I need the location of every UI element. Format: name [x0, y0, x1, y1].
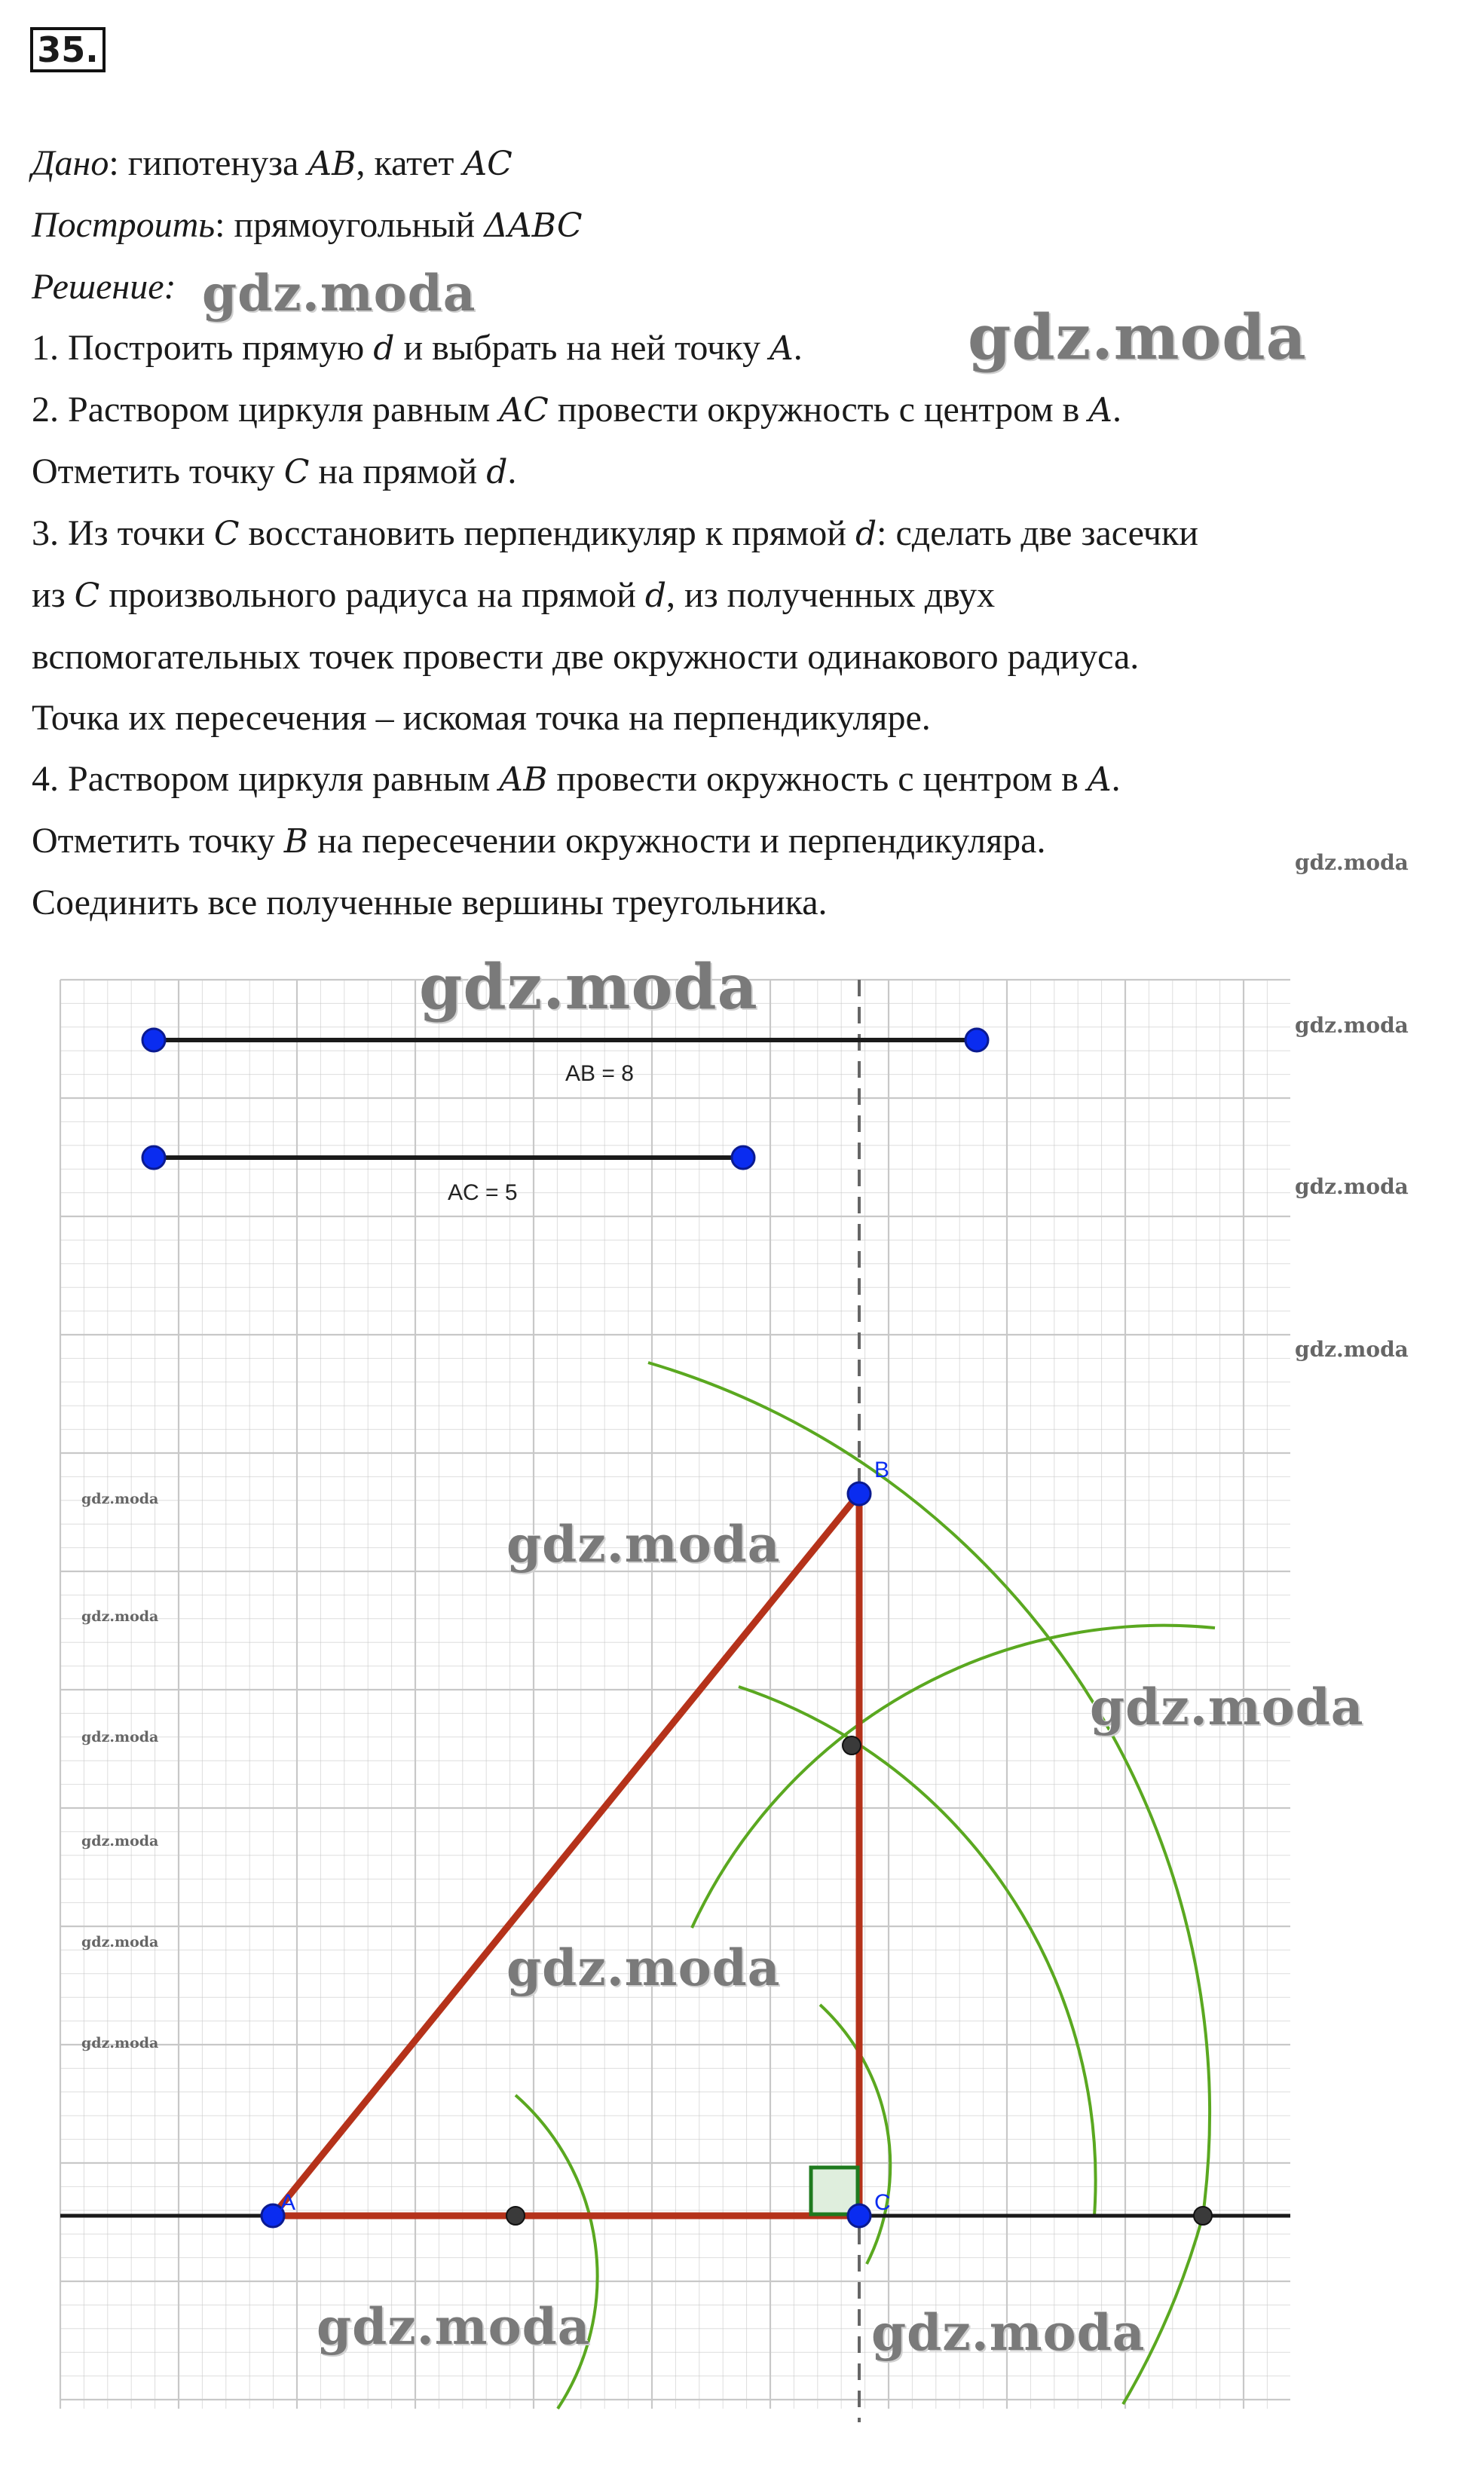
watermark: gdz.moda	[317, 2297, 591, 2356]
watermark: gdz.moda	[968, 301, 1307, 374]
solution-label: Решение	[32, 267, 164, 307]
watermark: gdz.moda	[81, 2035, 159, 2051]
auxiliary-point	[1194, 2207, 1212, 2225]
solution-colon: :	[164, 267, 176, 307]
auxiliary-point	[506, 2207, 525, 2225]
watermark: gdz.moda	[871, 2303, 1146, 2362]
blue-point	[848, 1482, 871, 1505]
construct-text: : прямоугольный	[215, 205, 485, 245]
step-3c: вспомогательных точек провести две окружности одинакового радиуса.	[32, 637, 1140, 677]
segment-ab-label: AB = 8	[565, 1061, 634, 1086]
watermark: gdz.moda	[1090, 1678, 1364, 1736]
watermark: gdz.moda	[202, 264, 476, 323]
point-b-label: B	[874, 1458, 890, 1482]
watermark: gdz.moda	[506, 1515, 781, 1574]
watermark: gdz.moda	[1295, 1174, 1409, 1199]
step-3b: из C произвольного радиуса на прямой d, из полученных двух	[32, 575, 996, 615]
step-3: 3. Из точки C восстановить перпендикуляр к прямой d: сделать две засечки	[32, 513, 1198, 553]
construct-label: Построить	[32, 205, 216, 245]
given-label: Дано	[32, 143, 109, 183]
watermark: gdz.moda	[506, 1938, 781, 1997]
watermark: gdz.moda	[81, 1729, 159, 1745]
watermark: gdz.moda	[81, 1608, 159, 1625]
step-3d: Точка их пересечения – искомая точка на перпендикуляре.	[32, 698, 931, 738]
watermark: gdz.moda	[81, 1934, 159, 1950]
segment-ac-label: AC = 5	[448, 1180, 518, 1205]
auxiliary-point	[843, 1736, 861, 1755]
watermark: gdz.moda	[419, 951, 758, 1023]
point-a-label: A	[280, 2190, 296, 2215]
blue-point	[965, 1029, 988, 1051]
arc-radius-ac	[516, 2095, 598, 2409]
construction-points	[142, 1029, 1212, 2227]
task-number: 35.	[30, 27, 106, 72]
side-ab	[273, 1494, 859, 2216]
given-text: : гипотенуза	[109, 143, 308, 183]
step-2: 2. Раствором циркуля равным AC провести окружность с центром в A.	[32, 390, 1122, 430]
construct-triangle: ΔABC	[484, 207, 583, 245]
watermark: gdz.moda	[1295, 1337, 1409, 1362]
step-4c: Соединить все полученные вершины треугольника.	[32, 883, 828, 922]
arc-aux-right	[739, 1687, 1096, 2216]
point-c-label: C	[874, 2190, 891, 2215]
given-hypotenuse: AB	[308, 145, 356, 183]
blue-point	[848, 2204, 871, 2227]
step-4b: Отметить точку B на пересечении окружности и перпендикуляра.	[32, 821, 1046, 861]
watermark: gdz.moda	[1295, 850, 1409, 875]
given-mid: , катет	[356, 143, 464, 183]
watermark: gdz.moda	[1295, 1013, 1409, 1038]
step-4: 4. Раствором циркуля равным AB провести окружность с центром в A.	[32, 759, 1121, 799]
figure-labels	[280, 1061, 891, 2215]
watermark: gdz.moda	[81, 1833, 159, 1849]
step-1: 1. Построить прямую d и выбрать на ней точку A.	[32, 328, 803, 368]
given-leg: AC	[463, 145, 513, 183]
blue-point	[142, 1146, 165, 1169]
watermark: gdz.moda	[81, 1491, 159, 1507]
blue-point	[732, 1146, 754, 1169]
step-2b: Отметить точку C на прямой d.	[32, 451, 517, 491]
blue-point	[142, 1029, 165, 1051]
